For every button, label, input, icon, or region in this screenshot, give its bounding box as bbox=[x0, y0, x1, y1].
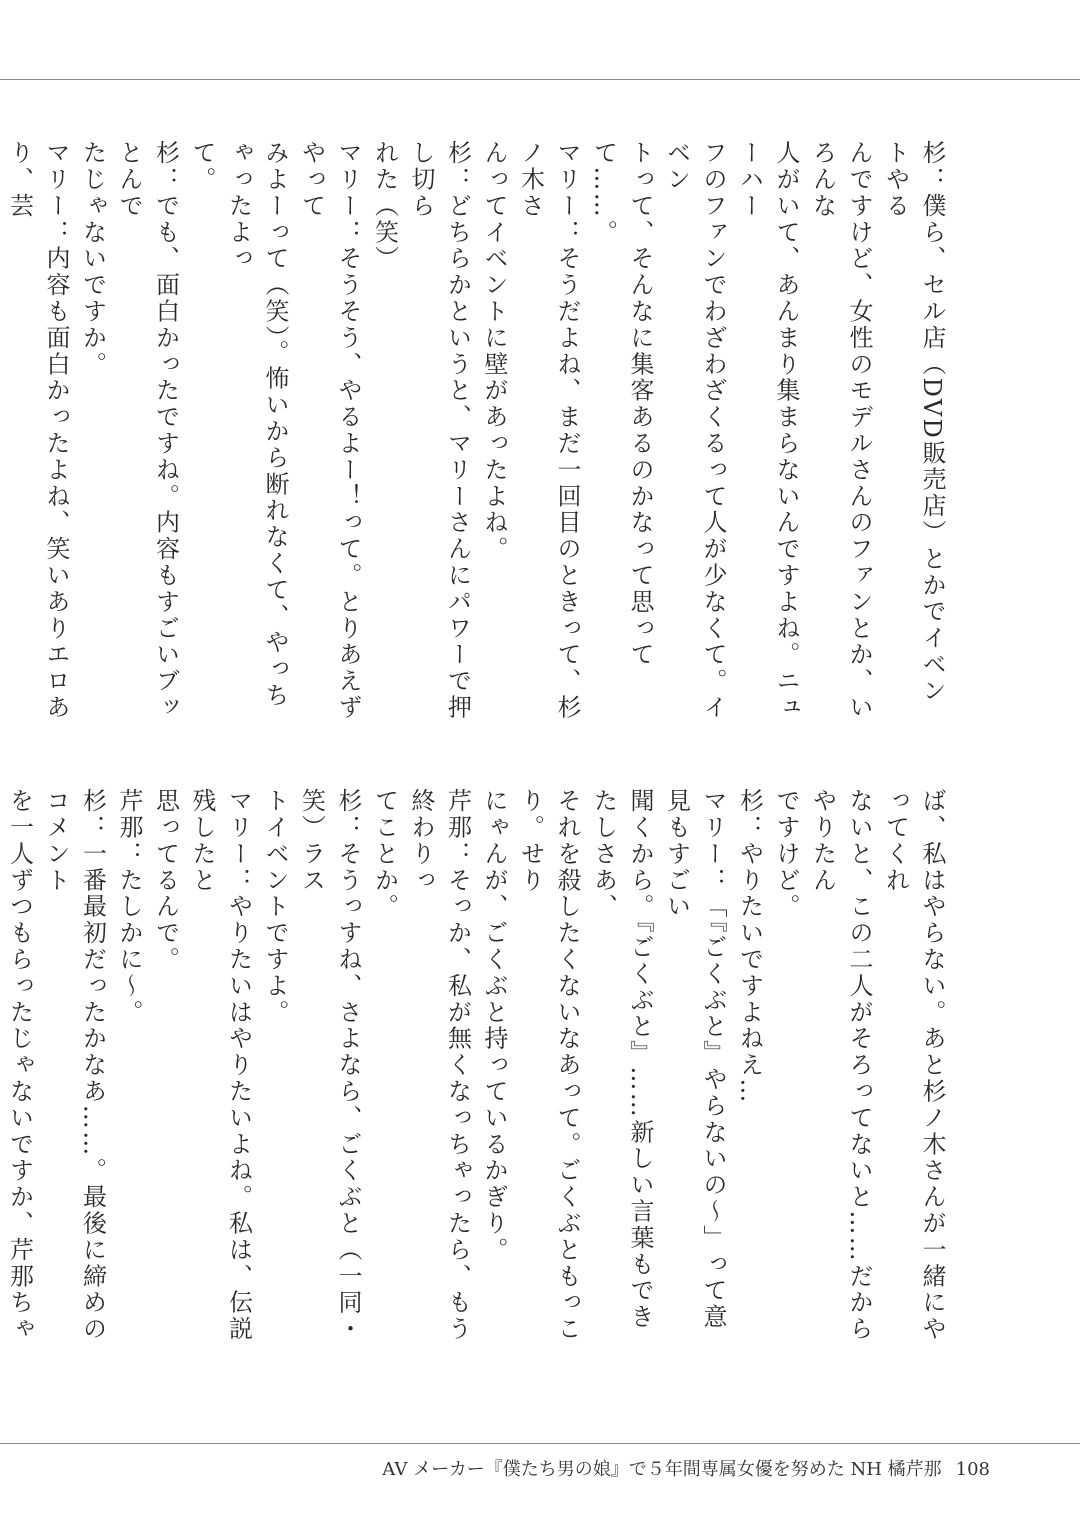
text-line: トって、そんなに集客あるのかなって思ってて……。 bbox=[589, 140, 654, 668]
top-rule bbox=[0, 79, 1080, 80]
text-line: マリー：やりたいはやりたいよね。私は、伝説残したと bbox=[188, 788, 253, 1343]
text-line: にゃんが、ごくぶと持っているかぎり。 bbox=[480, 788, 508, 1264]
text-line: ないと、この二人がそろってないと……だからやりたん bbox=[808, 788, 873, 1343]
text-line: みよーって（笑）。怖いから断れなくて、やっちゃったよっ bbox=[224, 140, 289, 709]
text-line: 人がいて、あんまり集まらないんですよね。ニューハー bbox=[735, 140, 800, 721]
text-line: マリー：内容も面白かったよね、笑いありエロあり、芸 bbox=[5, 140, 70, 721]
bottom-rule bbox=[0, 1443, 1080, 1444]
text-line bbox=[0, 140, 1, 730]
text-line: 思ってるんで。 bbox=[151, 788, 180, 973]
text-line: 杉：僕ら、セル店（DVD販売店）とかでイベントやる bbox=[881, 140, 946, 705]
text-line: 杉：そうっすね、さよなら、ごくぶと（一同・笑）ラス bbox=[297, 788, 362, 1343]
text-line: マリー：そうだよね、まだ一回目のときって、杉ノ木さ bbox=[516, 140, 581, 721]
text-line: を一人ずつもらったじゃないですか、芹那ちゃ bbox=[5, 788, 34, 1343]
text-line: 芹那：そっか、私が無くなっちゃったら、もう終わりっ bbox=[407, 788, 472, 1343]
text-line: て。 bbox=[188, 140, 216, 193]
page-footer bbox=[382, 1455, 990, 1481]
text-line: たじゃないですか。 bbox=[78, 140, 107, 378]
text-line: フのファンでわざわざくるって人が少なくて。イベン bbox=[662, 140, 727, 721]
page-number: 108 bbox=[955, 1459, 990, 1480]
text-line: ば、私はやらない。あと杉ノ木さんが一緒にやってくれ bbox=[881, 788, 946, 1343]
text-line: 杉：でも、面白かったですね。内容もすごいブッとんで bbox=[115, 140, 180, 721]
text-line: てことか。 bbox=[370, 788, 399, 920]
text-line: 芹那：たしかに〜。 bbox=[115, 788, 143, 1026]
running-title: AV メーカー『僕たち男の娘』で５年間専属女優を努めた NH 橘芹那 bbox=[382, 1459, 942, 1480]
upper-text-block bbox=[5, 140, 950, 730]
lower-text-block bbox=[5, 788, 950, 1348]
text-line: ですけど。 bbox=[772, 788, 800, 920]
text-line: 杉：一番最初だったかなあ……。最後に締めのコメント bbox=[42, 788, 107, 1343]
text-line: マリー：そうそう、やるよー！って。とりあえずやって bbox=[297, 140, 362, 721]
text-line: んってイベントに壁があったよね。 bbox=[480, 140, 508, 563]
text-line: それを殺したくないなあって。ごくぶともっこり。せり bbox=[516, 788, 581, 1343]
text-line: 杉：やりたいですよねえ… bbox=[735, 788, 764, 1105]
text-line: トイベントですよ。 bbox=[261, 788, 289, 1026]
text-line: れた（笑） bbox=[370, 140, 399, 272]
text-line: んですけど、女性のモデルさんのファンとか、いろんな bbox=[808, 140, 873, 721]
text-line: マリー：「『ごくぶと』やらないの〜」って意見もすごい bbox=[662, 788, 727, 1331]
text-line: 杉：どちらかというと、マリーさんにパワーで押し切ら bbox=[407, 140, 472, 721]
text-line: 聞くから。『ごくぶと』……新しい言葉もできたしさあ、 bbox=[589, 788, 654, 1331]
